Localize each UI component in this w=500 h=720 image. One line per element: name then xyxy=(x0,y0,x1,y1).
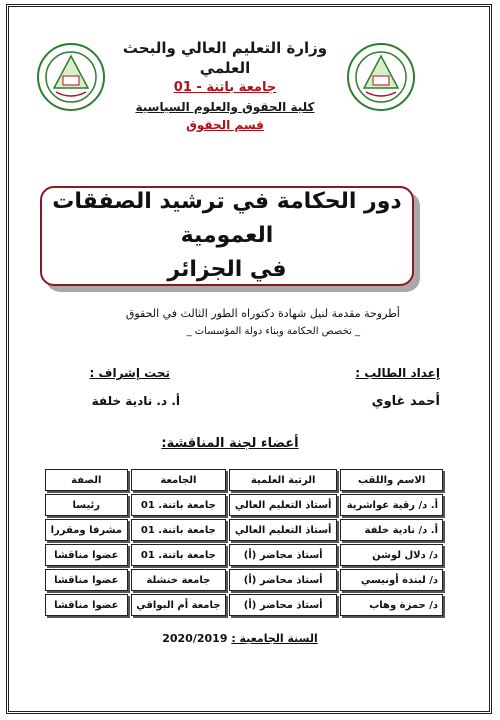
university-logo-left xyxy=(36,42,106,112)
committee-title: أعضاء لجنة المناقشة: xyxy=(161,436,299,451)
member-role: عضوا مناقشا xyxy=(45,544,128,566)
student-name: أحمد غاوي xyxy=(371,394,440,409)
table-row xyxy=(45,594,443,616)
member-university: جامعة باتنة. 01 xyxy=(131,494,227,516)
university-logo-right xyxy=(346,42,416,112)
header-role: الصفة xyxy=(45,469,128,491)
thesis-title-line1: دور الحكامة في ترشيد الصفقات العمومية xyxy=(52,189,402,248)
member-role: عضوا مناقشا xyxy=(45,594,128,616)
member-university: جامعة باتنة. 01 xyxy=(131,544,227,566)
table-header-row xyxy=(45,469,443,491)
table-row xyxy=(45,544,443,566)
member-role: مشرفا ومقررا xyxy=(45,519,128,541)
supervisor-name: أ. د. نادية خلفة xyxy=(91,394,180,408)
academic-year-value: 2020/2019 xyxy=(162,632,228,645)
academic-year xyxy=(150,632,330,645)
member-name: د/ دلال لوشن xyxy=(340,544,443,566)
member-role: عضوا مناقشا xyxy=(45,569,128,591)
thesis-description xyxy=(60,304,400,340)
member-name: أ. د/ رقية عواشرية xyxy=(340,494,443,516)
academic-year-label: السنة الجامعية : xyxy=(231,632,318,645)
student-label: إعداد الطالب : xyxy=(355,366,440,380)
header-rank: الرتبة العلمية xyxy=(229,469,337,491)
header-university: الجامعة xyxy=(131,469,227,491)
member-role: رئيسا xyxy=(45,494,128,516)
member-name: أ. د/ نادية خلفة xyxy=(340,519,443,541)
member-name: د/ لبندة أونيسي xyxy=(340,569,443,591)
department-name: قسم الحقوق xyxy=(186,118,264,132)
member-rank: أستاذ محاضر (أ) xyxy=(229,544,337,566)
table-row xyxy=(45,519,443,541)
thesis-title-line2: في الجزائر xyxy=(167,257,287,282)
member-rank: أستاذ التعليم العالي xyxy=(229,494,337,516)
header-name: الاسم واللقب xyxy=(340,469,443,491)
ministry-name: وزارة التعليم العالي والبحث العلمي xyxy=(122,39,328,77)
degree-description: أطروحة مقدمة لنيل شهادة دكتوراه الطور الثالث في الحقوق xyxy=(125,307,400,320)
thesis-title-box xyxy=(40,186,414,286)
supervisor-label: تحت إشراف : xyxy=(89,366,170,380)
committee-table xyxy=(42,466,446,619)
member-university: جامعة باتنة. 01 xyxy=(131,519,227,541)
member-rank: أستاذ محاضر (أ) xyxy=(229,569,337,591)
member-university: جامعة أم البواقي xyxy=(131,594,227,616)
institution-header xyxy=(110,38,340,134)
university-name: جامعة باتنة - 01 xyxy=(173,80,277,95)
member-university: جامعة خنشلة xyxy=(131,569,227,591)
specialty: _ تخصص الحكامة وبناء دولة المؤسسات _ xyxy=(186,326,360,337)
member-rank: أستاذ محاضر (أ) xyxy=(229,594,337,616)
member-rank: أستاذ التعليم العالي xyxy=(229,519,337,541)
table-row xyxy=(45,569,443,591)
table-row xyxy=(45,494,443,516)
faculty-name: كلية الحقوق والعلوم السياسية xyxy=(135,100,315,114)
member-name: د/ حمزة وهاب xyxy=(340,594,443,616)
